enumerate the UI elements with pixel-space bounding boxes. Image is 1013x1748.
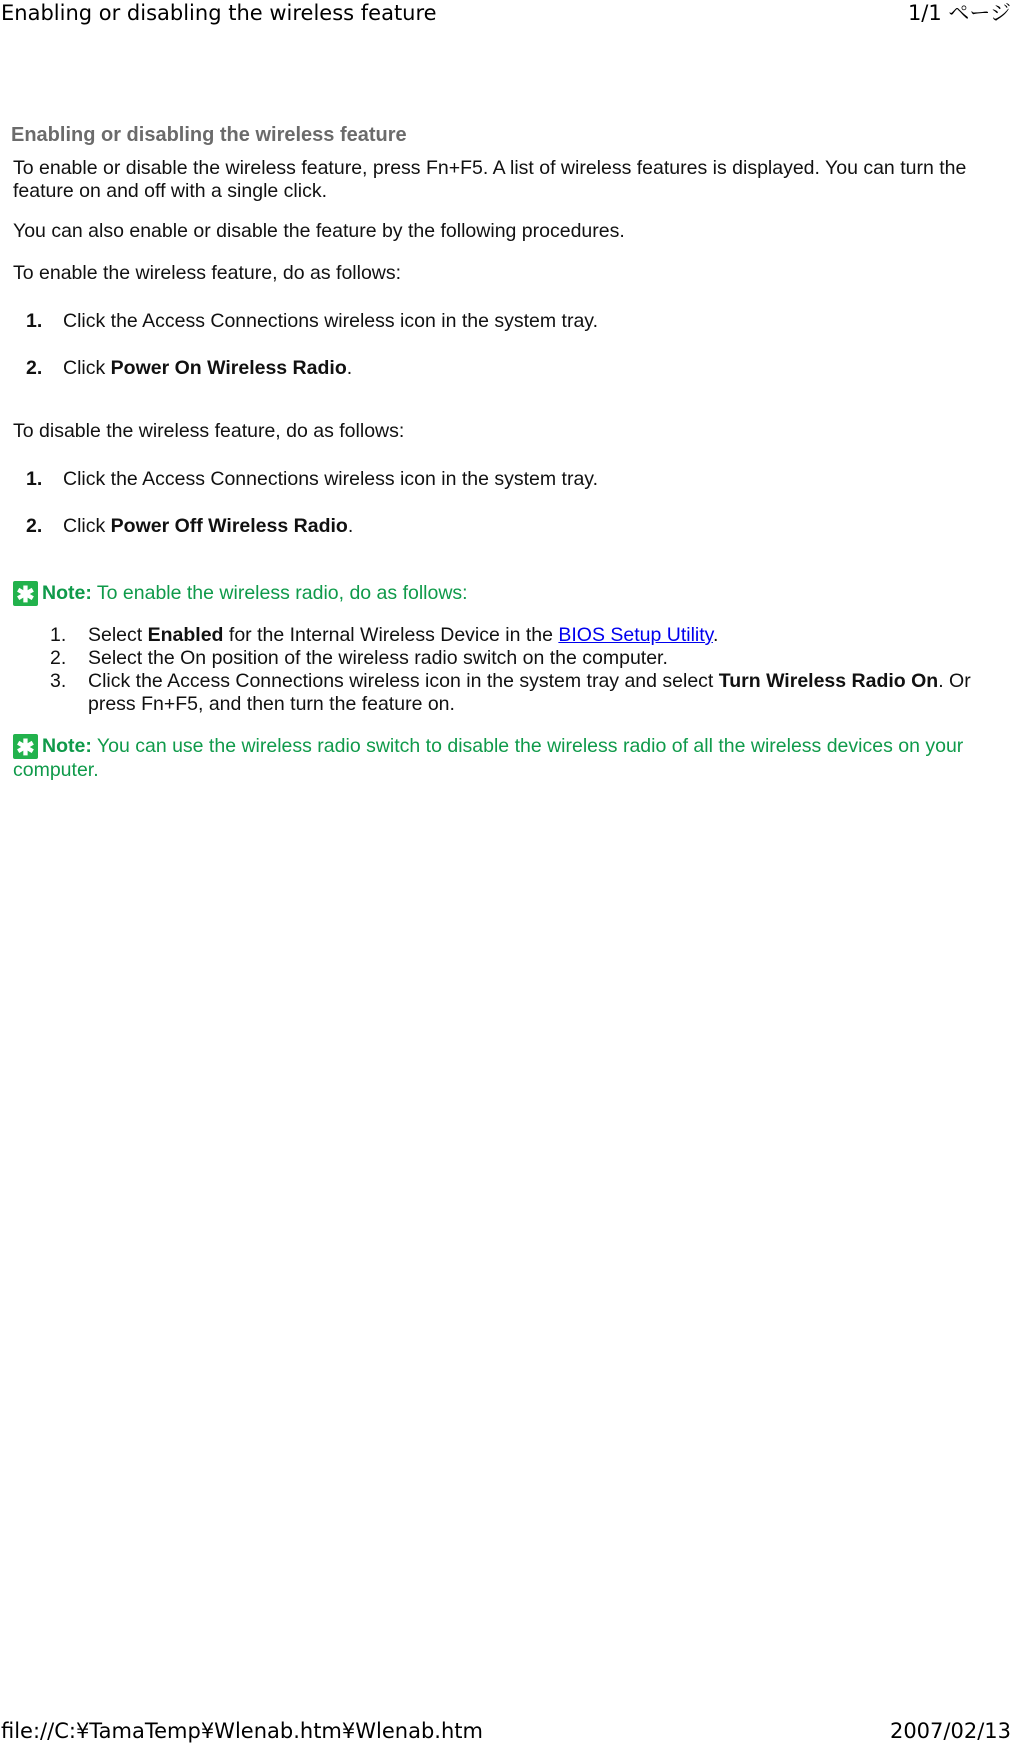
bios-setup-utility-link[interactable]: BIOS Setup Utility: [558, 624, 713, 646]
note-text: You can use the wireless radio switch to disable the wireless radio of all the wireless devices on your computer.: [13, 735, 964, 781]
print-header-title: Enabling or disabling the wireless feature: [1, 1, 437, 25]
disable-step-2: [26, 515, 353, 538]
page-title: Enabling or disabling the wireless feature: [11, 124, 407, 146]
list-number: 1.: [50, 624, 67, 646]
list-item: [50, 647, 980, 670]
print-header-page-indicator: 1/1 ページ: [907, 1, 1011, 25]
step-number: 1.: [26, 310, 43, 332]
step-number: 1.: [26, 468, 43, 490]
list-text: Select the On position of the wireless radio switch on the computer.: [88, 647, 668, 669]
step-text: Click: [63, 357, 111, 379]
step-after-text: .: [347, 515, 354, 537]
list-text: for the Internal Wireless Device in the: [223, 624, 559, 646]
note-enable-radio: [13, 581, 988, 606]
list-bold-text: Turn Wireless Radio On: [718, 670, 939, 692]
list-text: Click the Access Connections wireless icon in the system tray and select: [88, 670, 719, 692]
list-number: 3.: [50, 670, 67, 692]
print-footer-path: file://C:¥TamaTemp¥Wlenab.htm¥Wlenab.htm: [1, 1719, 483, 1743]
also-paragraph: You can also enable or disable the feature by the following procedures.: [13, 220, 625, 242]
step-text: Click the Access Connections wireless icon in the system tray.: [63, 468, 599, 490]
note-label: Note:: [42, 735, 92, 757]
asterisk-note-icon: ✱: [13, 734, 38, 759]
enable-heading: To enable the wireless feature, do as follows:: [13, 262, 402, 284]
note-text: To enable the wireless radio, do as follows:: [91, 582, 468, 604]
disable-step-1: [26, 468, 598, 491]
list-item: [50, 624, 980, 647]
step-text: Click the Access Connections wireless icon in the system tray.: [63, 310, 599, 332]
list-number: 2.: [50, 647, 67, 669]
note-radio-switch: [13, 734, 988, 782]
step-number: 2.: [26, 357, 43, 379]
intro-paragraph: To enable or disable the wireless feature, press Fn+F5. A list of wireless features is displayed. You can turn the feature on and off with a single click.: [13, 157, 967, 202]
print-header: [0, 0, 1013, 30]
step-bold-text: Power Off Wireless Radio: [110, 515, 348, 537]
enable-step-2: [26, 357, 352, 380]
print-footer: [0, 1716, 1013, 1746]
note-enable-steps-list: [50, 624, 980, 716]
list-item: [50, 670, 980, 716]
list-text: Select: [88, 624, 148, 646]
disable-heading: To disable the wireless feature, do as follows:: [13, 420, 405, 442]
step-number: 2.: [26, 515, 43, 537]
note-label: Note:: [42, 582, 92, 604]
step-bold-text: Power On Wireless Radio: [110, 357, 347, 379]
print-footer-date: 2007/02/13: [889, 1719, 1011, 1743]
list-bold-text: Enabled: [147, 624, 224, 646]
list-text: . Or press Fn+F5, and then turn the feature on.: [88, 670, 971, 715]
step-text: Click: [63, 515, 111, 537]
asterisk-note-icon: ✱: [13, 581, 38, 606]
list-text: .: [713, 624, 719, 646]
step-after-text: .: [346, 357, 353, 379]
enable-step-1: [26, 310, 598, 333]
